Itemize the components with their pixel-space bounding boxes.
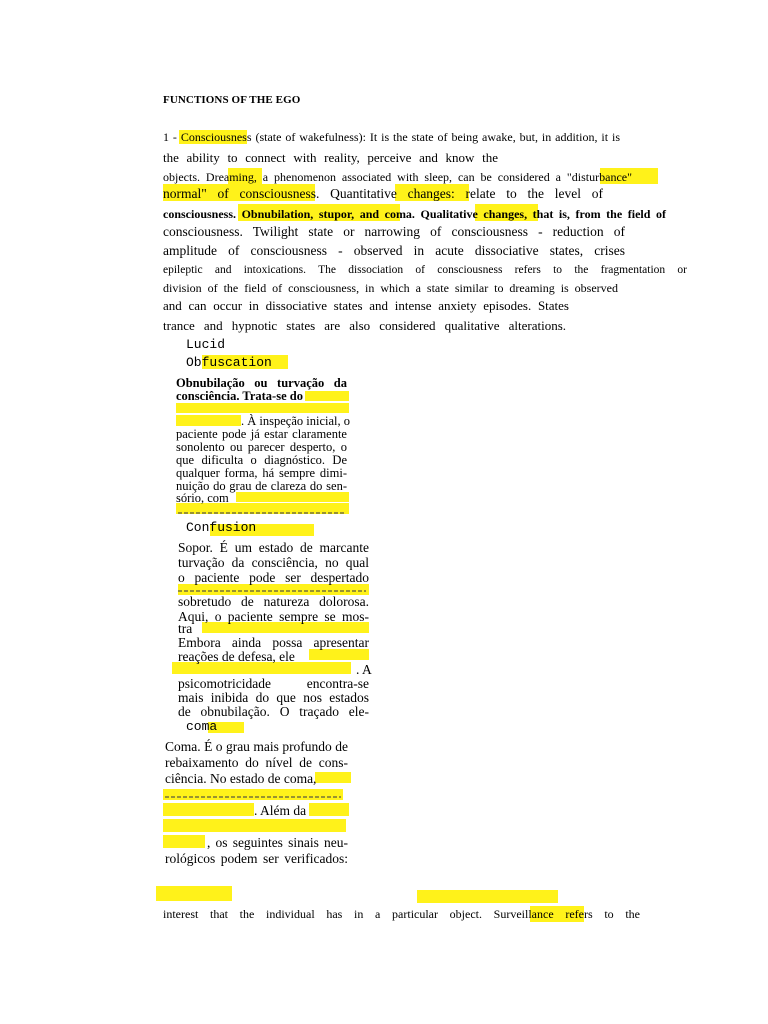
scan-line: Sopor. É um estado de marcante (178, 540, 369, 555)
text-line: amplitude of consciousness - observed in acute dissociative states, crises (163, 243, 625, 258)
scan-line: . Além da (254, 803, 307, 818)
redaction-mark (178, 590, 366, 592)
redaction-mark (178, 512, 346, 514)
scan-line: tra (178, 621, 193, 636)
scan-line: reações de defesa, ele (178, 649, 295, 664)
scan-line: Embora ainda possa apresentar (178, 635, 369, 650)
scan-line: ciência. No estado de coma, (165, 771, 317, 786)
scan-line: que dificulta o diagnóstico. De (176, 453, 347, 467)
scan-line: Coma. É o grau mais profundo de (165, 739, 348, 754)
scan-line: sório, com (176, 491, 229, 505)
redaction-mark (165, 796, 341, 798)
scan-line: turvação da consciência, no qual (178, 555, 369, 570)
scan-line (176, 390, 303, 403)
label-coma: coma (186, 719, 218, 734)
scan-line: mais inibida do que nos estados (178, 690, 369, 705)
scan-line: sonolento ou parecer desperto, o (176, 440, 347, 454)
scan-line: o paciente pode ser despertado (178, 570, 369, 585)
scan-line: nuição do grau de clareza do sen- (176, 479, 347, 493)
text-line: and can occur in dissociative states and intense anxiety episodes. States (163, 298, 569, 313)
scan-line: qualquer forma, há sempre dimi- (176, 466, 347, 480)
label-confusion: Confusion (186, 520, 257, 535)
text-line: the ability to connect with reality, perceive and know the (163, 150, 498, 165)
text-line: objects. Dreaming, a phenomenon associated with sleep, can be considered a "disturbance" (163, 170, 632, 184)
scan-line: rológicos podem ser verificados: (165, 851, 348, 866)
document-heading: FUNCTIONS OF THE EGO (163, 94, 301, 106)
text-line: division of the field of consciousness, in which a state similar to dreaming is observed (163, 281, 618, 295)
text-line: interest that the individual has in a particular object. Surveillance refers to the (163, 907, 640, 921)
scan-line: Obnubilação ou turvação da (176, 376, 347, 390)
text-line: consciousness. Twilight state or narrowing of consciousness - reduction of (163, 224, 625, 239)
text-line: trance and hypnotic states are also considered qualitative alterations. (163, 318, 566, 333)
label-obfuscation: Obfuscation (186, 355, 272, 370)
label-lucid: Lucid (186, 337, 226, 352)
text-line: 1 - Consciousness (state of wakefulness): It is the state of being awake, but, in addition, it is (163, 130, 620, 144)
text-line: consciousness. Obnubilation, stupor, and coma. Qualitative changes, that is, from the field of (163, 207, 666, 221)
scan-line: psicomotricidade encontra-se (178, 676, 369, 691)
scan-line: . A (356, 662, 372, 677)
scan-bold-term: consciência. Trata-se do (176, 389, 303, 403)
scan-line: , os seguintes sinais neu- (207, 835, 348, 850)
text-line: normal" of consciousness. Quantitative changes: relate to the level of (163, 186, 603, 201)
scan-line: rebaixamento do nível de cons- (165, 755, 348, 770)
scan-line: sobretudo de natureza dolorosa. (178, 594, 369, 609)
scan-line: Aqui, o paciente sempre se mos- (178, 609, 369, 624)
scan-line: de obnubilação. O traçado ele- (178, 704, 369, 719)
scan-line: . À inspeção inicial, o (241, 414, 350, 428)
scan-line: paciente pode já estar claramente (176, 427, 347, 441)
text-line: epileptic and intoxications. The dissociation of consciousness refers to the fragmentation or (163, 264, 687, 276)
